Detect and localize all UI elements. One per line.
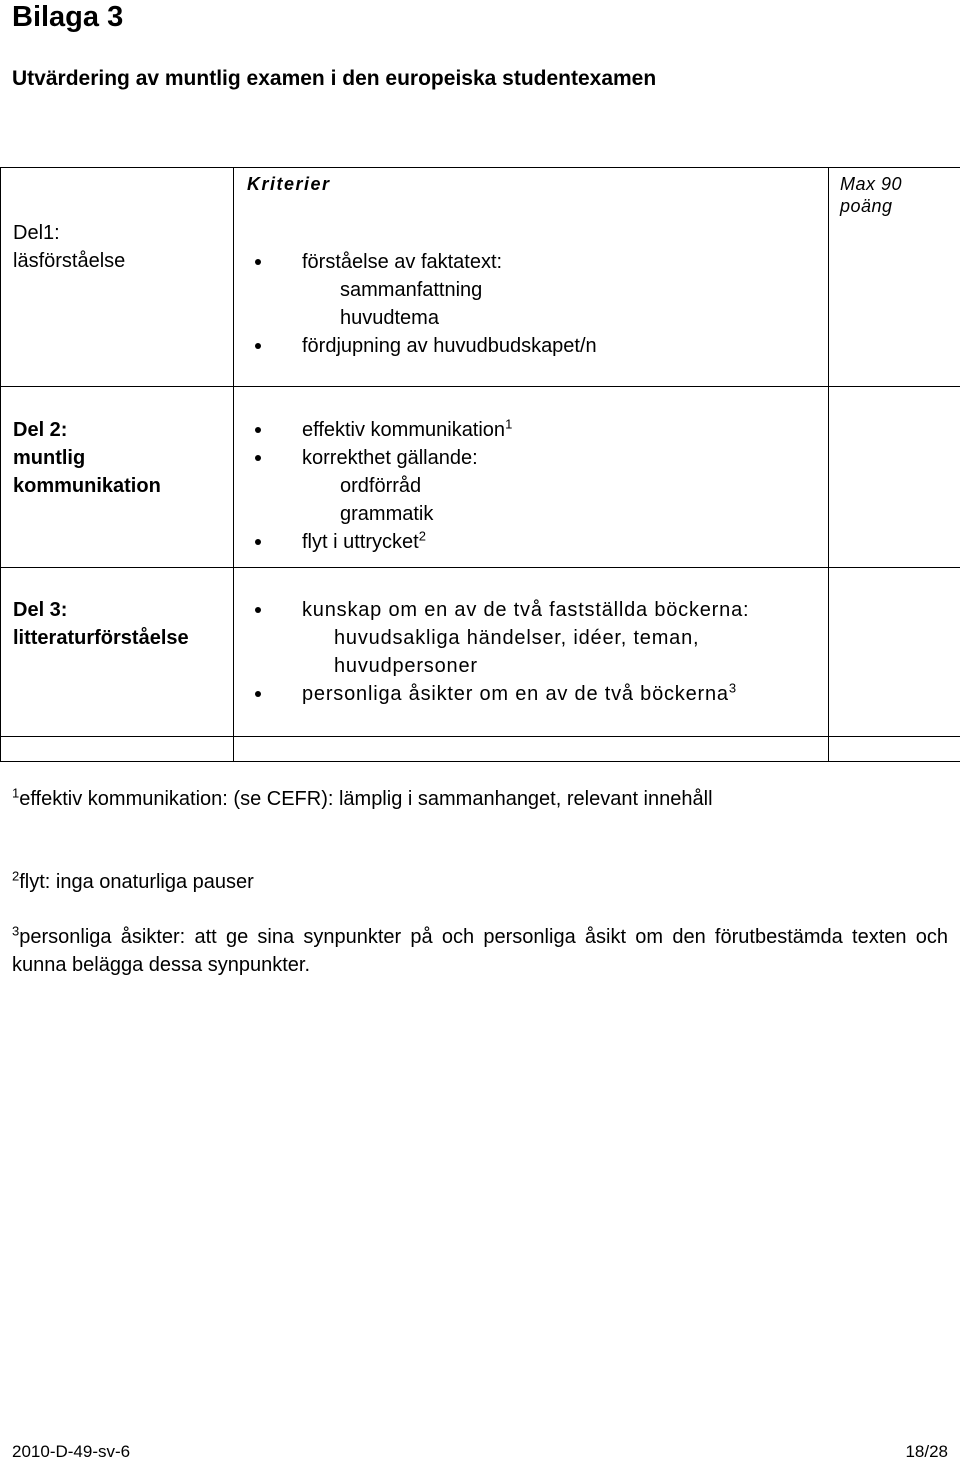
list-item: huvudtema xyxy=(340,307,439,329)
criteria-cell-del1 xyxy=(234,168,829,387)
list-item: huvudsakliga händelser, idéer, teman, xyxy=(334,627,700,649)
criteria-list xyxy=(234,416,828,556)
part-cell-del2 xyxy=(1,387,234,568)
table-row-empty xyxy=(1,737,960,762)
part-cell-del3 xyxy=(1,568,234,737)
empty-cell xyxy=(234,737,829,762)
max-points-label: Max 90 xyxy=(840,174,903,194)
part-label: Del1: xyxy=(13,222,60,244)
empty-cell xyxy=(1,737,234,762)
table-row-del3 xyxy=(1,568,960,737)
list-item: huvudpersoner xyxy=(334,655,478,677)
table-row-del2 xyxy=(1,387,960,568)
criteria-cell-del2 xyxy=(234,387,829,568)
list-item: flyt i uttrycket$^2$ xyxy=(234,528,828,556)
table-row-del1 xyxy=(1,168,960,387)
page-number: 18/28 xyxy=(905,1442,948,1461)
criteria-list xyxy=(234,248,828,360)
list-item: effektiv kommunikation$^1$ xyxy=(234,416,828,444)
footnote-1: $^1$effektiv kommunikation: (se CEFR): lämplig i sammanhanget, relevant innehåll xyxy=(12,785,713,810)
list-item: kunskap om en av de två fastställda böckerna: xyxy=(234,596,828,624)
evaluation-table xyxy=(0,167,960,762)
part-cell-del1 xyxy=(1,168,234,387)
max-cell xyxy=(829,387,960,568)
empty-cell xyxy=(829,737,960,762)
part-label: muntlig xyxy=(13,447,86,469)
list-item: ordförråd xyxy=(340,475,422,497)
part-label: läsförståelse xyxy=(13,250,126,272)
list-item: förståelse av faktatext: xyxy=(234,248,828,276)
max-cell xyxy=(829,568,960,737)
part-label: Del 3: xyxy=(13,599,68,621)
list-item: sammanfattning xyxy=(340,279,483,301)
footnote-ref: 2 xyxy=(418,528,426,544)
list-item: grammatik xyxy=(340,503,434,525)
footnote-ref: 1 xyxy=(505,416,513,432)
footnote-3: $^3$personliga åsikter: att ge sina synpunkter på och personliga åsikt om den förutbestämda texten och kunna belägga dessa synpunkter. xyxy=(12,923,948,976)
part-label: litteraturförståelse xyxy=(13,627,189,649)
criteria-list xyxy=(234,596,828,708)
part-label: kommunikation xyxy=(13,475,161,497)
list-item: korrekthet gällande: xyxy=(234,444,828,472)
document-heading: Bilaga 3 xyxy=(12,1,124,33)
max-points-unit: poäng xyxy=(840,196,893,216)
max-cell xyxy=(829,168,960,387)
footnote-ref: 3 xyxy=(728,680,737,696)
document-title: Utvärdering av muntlig examen i den europeiska studentexamen xyxy=(12,67,657,90)
criteria-header: Kriterier xyxy=(247,174,331,194)
list-item: fördjupning av huvudbudskapet/n xyxy=(234,332,828,360)
part-label: Del 2: xyxy=(13,419,68,441)
document-code: 2010-D-49-sv-6 xyxy=(12,1442,131,1461)
criteria-cell-del3 xyxy=(234,568,829,737)
list-item: personliga åsikter om en av de två böckerna$^3$ xyxy=(234,680,828,708)
footnote-2: $^2$flyt: inga onaturliga pauser xyxy=(12,868,254,893)
